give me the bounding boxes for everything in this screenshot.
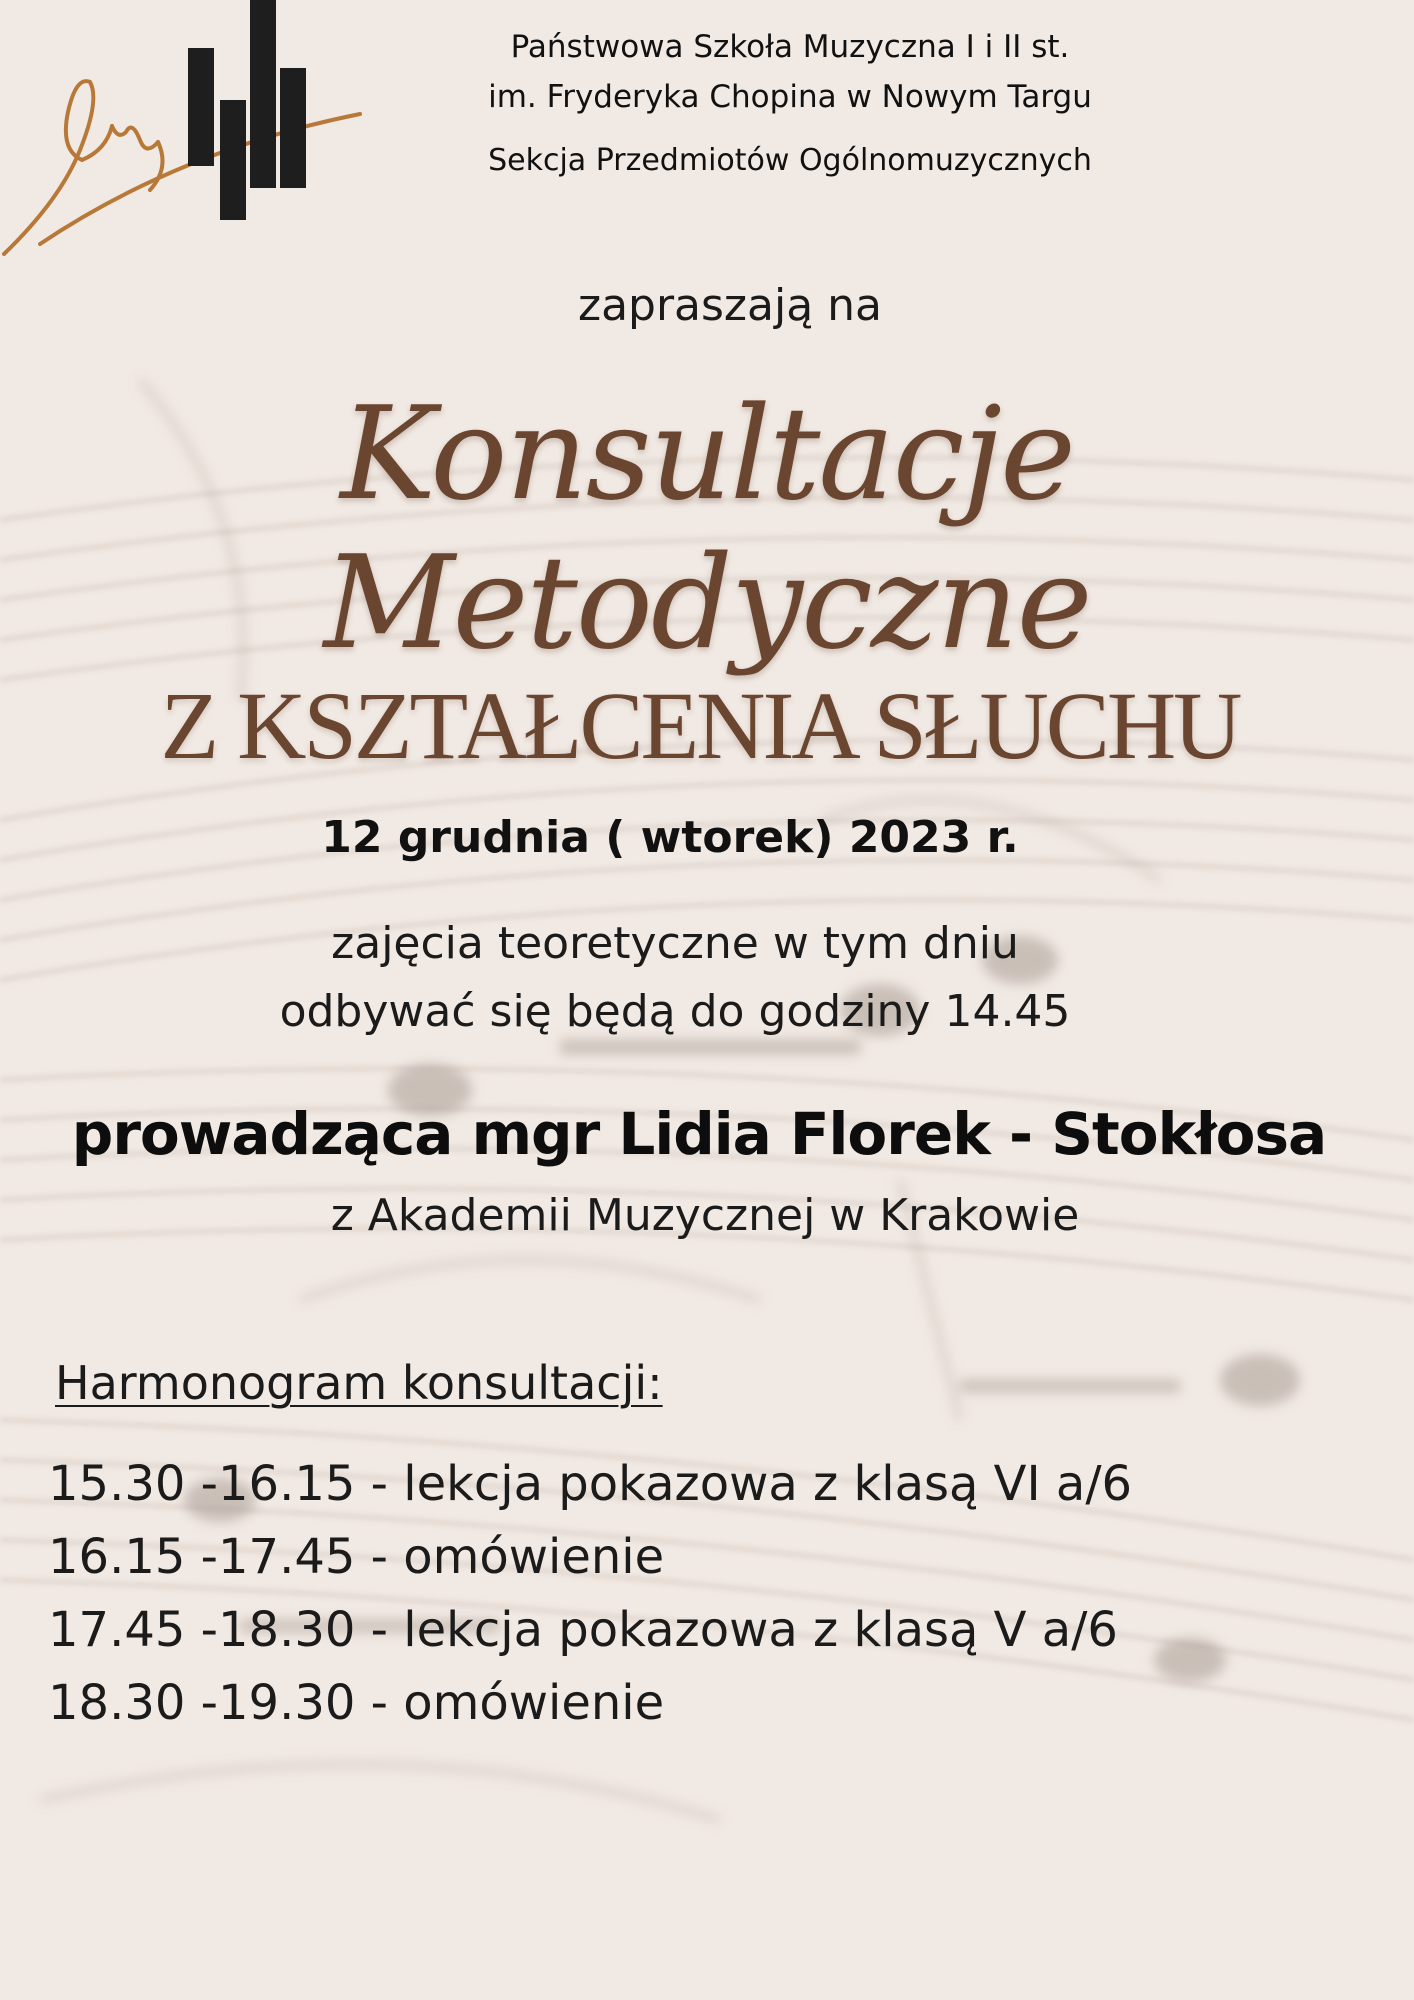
lecturer-name: prowadząca mgr Lidia Florek - Stokłosa <box>71 1100 1327 1168</box>
note-line-2: odbywać się będą do godziny 14.45 <box>279 986 1071 1037</box>
schedule-item: 15.30 -16.15 - lekcja pokazowa z klasą VI a/6 <box>48 1456 1133 1512</box>
schedule-item: 17.45 -18.30 - lekcja pokazowa z klasą V a/6 <box>48 1602 1118 1658</box>
schedule-note <box>0 910 1350 1046</box>
event-title: Konsultacje Metodyczne <box>323 380 1091 678</box>
schedule-item: 18.30 -19.30 - omówienie <box>48 1675 665 1731</box>
section-name: Sekcja Przedmiotów Ogólnomuzycznych <box>488 143 1092 178</box>
piano-keys-icon <box>188 0 306 220</box>
lecturer-affiliation: z Akademii Muzycznej w Krakowie <box>330 1190 1080 1241</box>
schedule-title: Harmonogram konsultacji: <box>55 1356 663 1410</box>
event-date: 12 grudnia ( wtorek) 2023 r. <box>321 812 1019 863</box>
school-header <box>440 22 1140 186</box>
note-line-1: zajęcia teoretyczne w tym dniu <box>331 918 1019 969</box>
school-patron: im. Fryderyka Chopina w Nowym Targu <box>488 79 1092 115</box>
schedule-list <box>48 1448 1132 1740</box>
school-name: Państwowa Szkoła Muzyczna I i II st. <box>510 29 1070 65</box>
school-logo <box>0 0 370 262</box>
invite-text: zapraszają na <box>577 280 883 331</box>
signature-icon <box>4 81 360 254</box>
schedule-item: 16.15 -17.45 - omówienie <box>48 1529 665 1585</box>
event-subject: Z KSZTAŁCENIA SŁUCHU <box>160 672 1240 779</box>
